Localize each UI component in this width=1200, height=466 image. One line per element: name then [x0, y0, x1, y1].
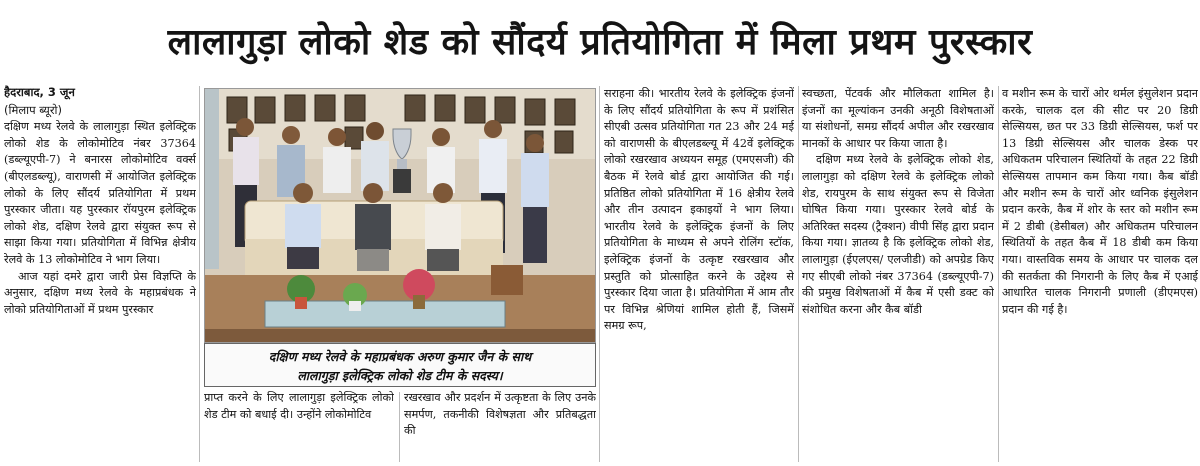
article-column-3-bottom: रखरखाव और प्रदर्शन में उत्कृष्टता के लिए उनके समर्पण, तकनीकी विशेषज्ञता और प्रतिबद्धता की [404, 391, 596, 438]
article-paragraph-5b: दक्षिण मध्य रेलवे के इलेक्ट्रिक लोको शेड, लालागुड़ा को दक्षिण रेलवे के इलेक्ट्रिक लोको शेड, रायपुरम के साथ संयुक्त रूप से विजेता घोषित किया गया। पुरस्कार रेलवे बोर्ड के अतिरिक्त सदस्य (ट्रैक्शन) वीपी सिंह द्वारा प्रदान किया गया। ज्ञातव्य है कि इलेक्ट्रिक लोको शेड, लालागुड़ा (ईएलएस/ एलजीडी) को अपग्रेड किए गए सीएबी लोको नंबर 37364 (डब्ल्यूएपी-7) की प्रमुख विशेषताओं में कैब में एसी डक्ट को संशोधित करना और कैब बॉडी [802, 153, 994, 316]
column-rule [599, 86, 600, 462]
column-rule [399, 392, 400, 462]
column-rule [199, 86, 200, 462]
dateline: हैदराबाद, 3 जून [4, 85, 75, 99]
news-photo [204, 88, 596, 343]
headline: लालागुड़ा लोको शेड को सौंदर्य प्रतियोगिता में मिला प्रथम पुरस्कार [167, 21, 1033, 63]
article-paragraph-5a: स्वच्छता, पेंटवर्क और मौलिकता शामिल है। इंजनों का मूल्यांकन उनकी अनूठी विशेषताओं या संशोधनों, समग्र सौंदर्य अपील और रखरखाव मानकों के आधार पर किया जाता है। [802, 87, 994, 150]
article-column-1 [4, 84, 196, 464]
article-column-4: सराहना की। भारतीय रेलवे के इलेक्ट्रिक इंजनों के लिए सौंदर्य प्रतियोगिता के रूप में प्रशंसित सीएबी उत्सव प्रतियोगिता गत 23 और 24 मई को वाराणसी के बीएलडब्ल्यू में 42वें इलेक्ट्रिक लोको रखरखाव अध्ययन समूह (एमएसजी) की बैठक में रेलवे बोर्ड द्वारा आयोजित की गई। प्रतिष्ठित लोको प्रतियोगिता में 16 क्षेत्रीय रेलवे और तीन उत्पादन इकाइयों ने भाग लिया। भारतीय रेलवे के इलेक्ट्रिक इंजनों के लिए प्रतियोगिता के माध्यम से अपने रोलिंग स्टॉक, इलेक्ट्रिक इंजनों के उत्कृष्ट रखरखाव और प्रस्तुति को प्रोत्साहित करने के उद्देश्य से पुरस्कार दिया जाता है। प्रतियोगिता में आम तौर पर विभिन्न श्रेणियां शामिल होती हैं, जिसमें समग्र रूप, [604, 87, 794, 333]
article-paragraph-2: आज यहां दमरे द्वारा जारी प्रेस विज्ञप्ति के अनुसार, दक्षिण मध्य रेलवे के महाप्रबंधक ने लोको प्रतियोगिताओं में प्रथम पुरस्कार [4, 269, 196, 316]
caption-line-2: लालागुड़ा इलेक्ट्रिक लोको शेड टीम के सदस्य। [297, 368, 503, 383]
bureau-credit: (मिलाप ब्यूरो) [4, 102, 62, 117]
caption-line-1: दक्षिण मध्य रेलवे के महाप्रबंधक अरुण कुमार जैन के साथ [268, 349, 532, 364]
article-column-6: व मशीन रूम के चारों ओर थर्मल इंसुलेशन प्रदान करके, चालक दल की सीट पर 20 डिग्री सेल्सियस, छत पर 33 डिग्री सेल्सियस, फर्श पर 13 डिग्री सेल्सियस और चालक डेस्क पर अधिकतम परिचालन स्थितियों के तहत 22 डिग्री सेल्सियस तापमान कम किया गया। कैब बॉडी और मशीन रूम के चारों ओर ध्वनिक इंसुलेशन प्रदान करके, कैब में शोर के स्तर को मशीन रूम में 2 डीबी (डेसीबल) और अधिकतम परिचालन स्थितियों के तहत कैब में 18 डीबी कम किया गया। वास्तविक समय के आधार पर चालक दल की सतर्कता की निगरानी के लिए कैब में एआई आधारित चालक निगरानी प्रणाली (डीएमएस) प्रदान की गई है। [1002, 87, 1198, 316]
dateline-paragraph [4, 84, 196, 269]
article-paragraph-1: दक्षिण मध्य रेलवे के लालागुड़ा स्थित इलेक्ट्रिक लोको शेड के लोकोमोटिव नंबर 37364 (डब्ल्यूएपी-7) ने बनारस लोकोमोटिव वर्क्स (बीएलडब्ल्यू), वाराणसी में आयोजित इलेक्ट्रिक लोको के लिए सौंदर्य प्रतियोगिता में प्रथम पुरस्कार जीता। यह पुरस्कार रॉयपुरम इलेक्ट्रिक लोको शेड, दक्षिण रेलवे द्वारा संयुक्त रूप से साझा किया गया। प्रतियोगिता में विभिन्न क्षेत्रीय रेलवे के 13 लोकोमोटिव ने भाग लिया। [4, 120, 196, 266]
article-column-5 [802, 86, 994, 464]
column-rule [798, 86, 799, 462]
article-column-2-bottom: प्राप्त करने के लिए लालागुड़ा इलेक्ट्रिक लोको शेड टीम को बधाई दी। उन्होंने लोकोमोटिव [204, 391, 394, 421]
photo-caption [204, 343, 596, 387]
column-rule [998, 86, 999, 462]
